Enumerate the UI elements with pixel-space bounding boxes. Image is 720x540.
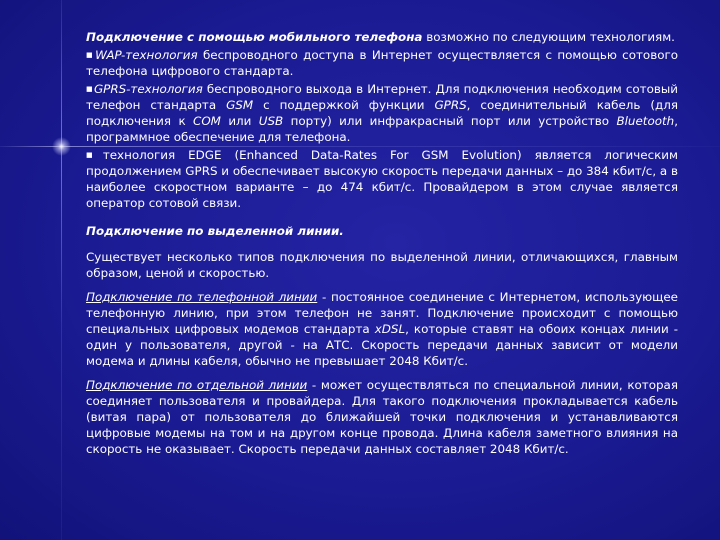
separate-line-term: Подключение по отдельной линии xyxy=(86,378,308,392)
section-title-dedicated-line: Подключение по выделенной линии. xyxy=(86,224,344,238)
mobile-connection-heading: Подключение с помощью мобильного телефона xyxy=(86,30,423,44)
paragraph-separate-line: Подключение по отдельной линии - может осуществляться по специальной линии, которая соединяет пользователя и провайдера. Для такого подключения прокладывается кабель (витая пара) от пользователя до ближайшей точки подключения и устанавливаются цифровые модемы на том и на другом конце провода. Длина кабеля заметного влияния на скорость не оказывает. Скорость передачи данных составляет 2048 Кбит/с. xyxy=(86,378,678,456)
decorative-star-icon xyxy=(52,137,71,156)
paragraph-mobile-intro: Подключение с помощью мобильного телефона возможно по следующим технологиям. xyxy=(86,30,675,44)
decorative-vertical-line xyxy=(61,0,62,540)
paragraph-edge: ■ технология EDGE (Enhanced Data-Rates For GSM Evolution) является логическим продолжением GPRS и обеспечивает высокую скорость передачи данных – до 384 кбит/с, а в наиболее скоростном варианте – до 474 кбит/с. Провайдером в этом случае является оператор сотовой связи. xyxy=(86,147,678,211)
wap-term: WAP-технология xyxy=(95,48,198,62)
paragraph-phone-line: Подключение по телефонной линии - постоянное соединение с Интернетом, использующее телефонную линию, при этом телефон не занят. Подключение происходит с помощью специальных цифровых модемов стандарта xDSL, которые ставят на обоих концах линии - один у пользователя, другой - на АТС. Скорость передачи данных зависит от модели модема и длины кабеля, обычно не превышает 2048 Кбит/с. xyxy=(86,290,678,368)
phone-line-term: Подключение по телефонной линии xyxy=(86,290,318,304)
gprs-term: GPRS-технология xyxy=(93,82,203,96)
slide-content xyxy=(86,29,678,465)
paragraph-dedicated-intro: Существует несколько типов подключения по выделенной линии, отличающихся, главным образом, ценой и скоростью. xyxy=(86,250,678,280)
paragraph-wap: ■ WAP-технология беспроводного доступа в Интернет осуществляется с помощью сотового телефона цифрового стандарта. xyxy=(86,47,678,79)
paragraph-gprs: ■ GPRS-технология беспроводного выхода в Интернет. Для подключения необходим сотовый телефон стандарта GSM с поддержкой функции GPRS, соединительный кабель (для подключения к COM или USB порту) или инфракрасный порт или устройство Bluetooth, программное обеспечение для телефона. xyxy=(86,81,678,145)
